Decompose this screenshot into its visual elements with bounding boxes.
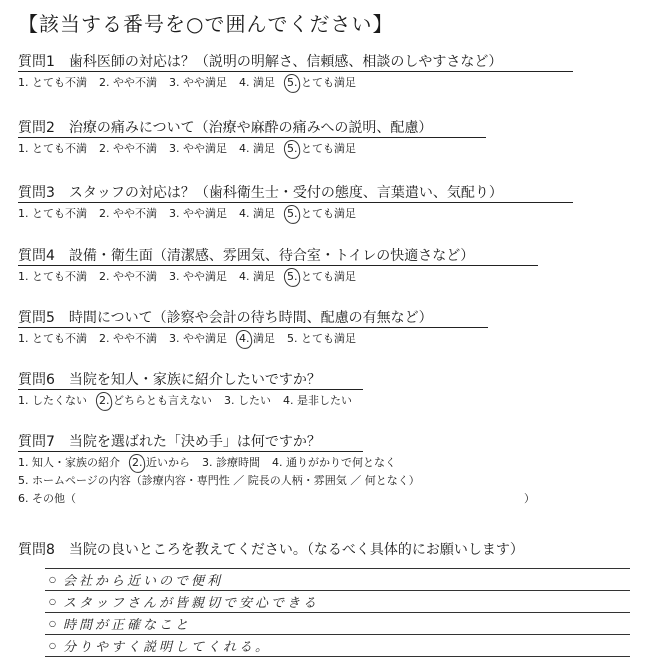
option-row xyxy=(18,205,628,223)
bullet-mark: ○ xyxy=(49,597,56,606)
option[interactable]: 1. 知人・家族の紹介 xyxy=(18,456,120,469)
option[interactable]: 4. 是非したい xyxy=(283,394,352,407)
handwritten-answer: スタッフさんが皆親切で安心できる xyxy=(63,596,320,611)
question-8 xyxy=(18,540,628,560)
handwritten-answer: 会社から近いので便利 xyxy=(63,574,224,589)
bullet-mark: ○ xyxy=(49,575,56,584)
option-row xyxy=(18,392,628,410)
question-title xyxy=(18,52,628,72)
title-underline xyxy=(18,327,488,328)
option[interactable]: 5. とても満足 xyxy=(287,332,356,345)
question-text: 当院を知人・家族に紹介したいですか？ xyxy=(68,372,321,388)
option[interactable]: 3. 診療時間 xyxy=(202,456,260,469)
question-5 xyxy=(18,308,628,348)
option-selected[interactable]: 5. とても満足 xyxy=(287,74,356,92)
option-selected[interactable]: 5. とても満足 xyxy=(287,205,356,223)
option-row xyxy=(18,454,628,472)
option-row xyxy=(18,268,628,286)
option[interactable]: 4. 満足 xyxy=(239,76,275,89)
option-selected[interactable]: 2. 近いから xyxy=(132,454,190,472)
handwritten-answer: 時間が正確なこと xyxy=(63,618,192,633)
question-number: 質問7 xyxy=(18,434,55,450)
question-text: 当院を選ばれた「決め手」は何ですか？ xyxy=(68,434,321,450)
title-underline xyxy=(18,389,363,390)
option-row xyxy=(18,74,628,92)
question-number: 質問3 xyxy=(18,185,55,201)
question-title xyxy=(18,540,628,560)
option[interactable]: 3. やや満足 xyxy=(169,270,227,283)
option[interactable]: 3. やや満足 xyxy=(169,207,227,220)
option-selected[interactable]: 2. どちらとも言えない xyxy=(99,392,212,410)
option[interactable]: 1. とても不満 xyxy=(18,207,87,220)
answer-lines[interactable] xyxy=(45,568,630,657)
question-text: 設備・衛生面（清潔感、雰囲気、待合室・トイレの快適さなど） xyxy=(68,248,475,264)
option[interactable]: 1. とても不満 xyxy=(18,332,87,345)
option[interactable]: 1. とても不満 xyxy=(18,76,87,89)
question-title xyxy=(18,246,628,266)
option[interactable]: 2. やや不満 xyxy=(99,207,157,220)
option[interactable]: 1. とても不満 xyxy=(18,270,87,283)
answer-line[interactable] xyxy=(45,613,630,635)
bullet-mark: ○ xyxy=(49,641,56,650)
question-text: 歯科医師の対応は？（説明の明解さ、信頼感、相談のしやすさなど） xyxy=(68,54,503,70)
title-underline xyxy=(18,451,363,452)
answer-line[interactable] xyxy=(45,568,630,591)
option[interactable]: 2. やや不満 xyxy=(99,142,157,155)
option-selected[interactable]: 4. 満足 xyxy=(239,330,275,348)
answer-line[interactable] xyxy=(45,635,630,657)
question-number: 質問2 xyxy=(18,120,55,136)
option-row-homepage[interactable]: 5. ホームページの内容（診療内容・専門性 ／ 院長の人柄・雰囲気 ／ 何となく） xyxy=(18,474,420,487)
option-row xyxy=(18,330,628,348)
question-3 xyxy=(18,183,628,223)
option-selected[interactable]: 5. とても満足 xyxy=(287,140,356,158)
question-title xyxy=(18,432,628,452)
title-underline xyxy=(18,265,538,266)
question-title xyxy=(18,308,628,328)
question-1 xyxy=(18,52,628,92)
other-option-label: 6. その他（ xyxy=(18,492,76,505)
option[interactable]: 1. したくない xyxy=(18,394,87,407)
question-text: 治療の痛みについて（治療や麻酔の痛みへの説明、配慮） xyxy=(68,120,433,136)
option[interactable]: 1. とても不満 xyxy=(18,142,87,155)
question-title xyxy=(18,183,628,203)
option[interactable]: 4. 満足 xyxy=(239,207,275,220)
title-underline xyxy=(18,137,486,138)
option[interactable]: 2. やや不満 xyxy=(99,332,157,345)
option[interactable]: 3. やや満足 xyxy=(169,76,227,89)
option[interactable]: 3. やや満足 xyxy=(169,332,227,345)
option[interactable]: 4. 満足 xyxy=(239,270,275,283)
option-selected[interactable]: 5. とても満足 xyxy=(287,268,356,286)
bullet-mark: ○ xyxy=(49,619,56,628)
question-number: 質問4 xyxy=(18,248,55,264)
question-2 xyxy=(18,118,628,158)
question-number: 質問1 xyxy=(18,54,55,70)
title-underline xyxy=(18,71,573,72)
option[interactable]: 2. やや不満 xyxy=(99,270,157,283)
question-4 xyxy=(18,246,628,286)
question-title xyxy=(18,370,628,390)
question-7 xyxy=(18,432,628,508)
title-underline xyxy=(18,202,573,203)
answer-line[interactable] xyxy=(45,591,630,613)
option[interactable]: 4. 満足 xyxy=(239,142,275,155)
other-option-close: ） xyxy=(524,492,535,505)
option-row xyxy=(18,140,628,158)
question-6 xyxy=(18,370,628,410)
option[interactable]: 4. 通りがかりで何となく xyxy=(272,456,396,469)
question-title xyxy=(18,118,628,138)
question-number: 質問8 xyxy=(18,542,55,558)
option[interactable]: 3. やや満足 xyxy=(169,142,227,155)
question-text: スタッフの対応は？（歯科衛生士・受付の態度、言葉遣い、気配り） xyxy=(68,185,503,201)
question-number: 質問5 xyxy=(18,310,55,326)
option[interactable]: 2. やや不満 xyxy=(99,76,157,89)
option-row-other[interactable] xyxy=(18,490,628,508)
question-number: 質問6 xyxy=(18,372,55,388)
page-title: 【該当する番号を○で囲んでください】 xyxy=(18,12,394,36)
handwritten-answer: 分りやすく説明してくれる。 xyxy=(63,640,272,655)
question-text: 当院の良いところを教えてください。（なるべく具体的にお願いします） xyxy=(68,542,524,558)
option[interactable]: 3. したい xyxy=(224,394,271,407)
question-text: 時間について（診察や会計の待ち時間、配慮の有無など） xyxy=(68,310,433,326)
